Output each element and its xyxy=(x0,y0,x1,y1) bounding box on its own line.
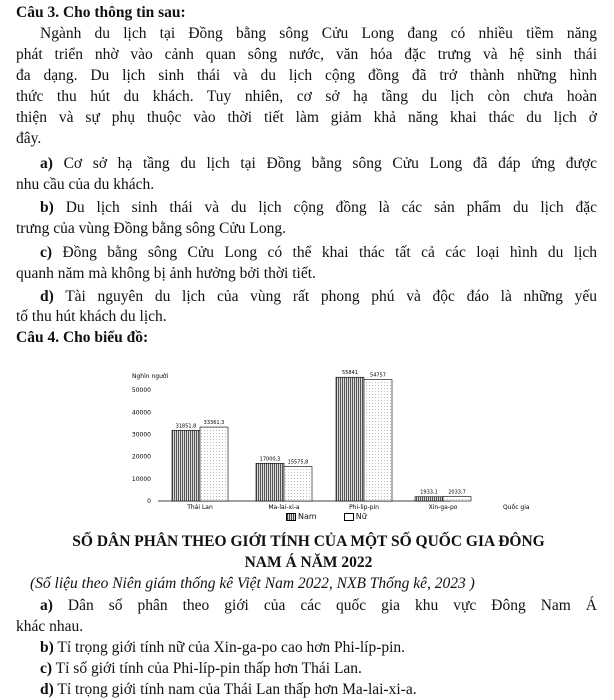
q3-option-a xyxy=(40,153,597,174)
option-label: d) xyxy=(40,681,54,698)
q3-para-line: Ngành du lịch tại Đồng bằng sông Cửu Long đang có nhiều tiềm năng xyxy=(40,25,597,42)
q3-para-line: đây. xyxy=(16,130,42,147)
q3-para-line: thiện và sự phụ thuộc vào thời tiết làm giảm khả năng khai thác du lịch ở xyxy=(16,109,597,126)
option-text: Đồng bằng sông Cửu Long có thể khai thác tất cả các loại hình du lịch xyxy=(62,244,598,261)
category-label: Ma-lai-xi-a xyxy=(268,504,300,511)
bar-male xyxy=(256,463,284,501)
option-text: Tài nguyên du lịch của vùng rất phong phú và độc đáo là những yếu xyxy=(65,288,597,305)
y-tick-label: 50000 xyxy=(131,387,151,395)
population-bar-chart xyxy=(120,364,570,534)
option-label: d) xyxy=(40,288,54,305)
category-label: Phi-lip-pin xyxy=(349,504,379,511)
q3-para-line: thức thu hút du khách. Tuy nhiên, cơ sở hạ tầng du lịch còn chưa hoàn xyxy=(16,88,597,105)
q4-option-c xyxy=(40,658,362,679)
legend-label-female: Nữ xyxy=(355,512,367,521)
q4-heading: Câu 4. Cho biểu đồ: xyxy=(16,329,149,346)
option-text: Cơ sở hạ tầng du lịch tại Đồng bằng sông Cửu Long đã đáp ứng được xyxy=(63,155,598,172)
bar-male xyxy=(415,497,443,501)
y-axis-label: Nghìn người xyxy=(132,373,169,380)
bar-male xyxy=(172,430,200,501)
option-text: Tỉ trọng giới tính nữ của Xin-ga-po cao hơn Phi-líp-pin. xyxy=(57,639,406,656)
bar-value-label: 15575,8 xyxy=(287,459,309,466)
option-text: Du lịch sinh thái và du lịch cộng đồng là các sản phẩm du lịch đặc xyxy=(65,199,597,216)
y-tick-label: 20000 xyxy=(131,453,151,461)
bar-female xyxy=(364,380,392,501)
bar-female xyxy=(284,466,312,501)
bar-value-label: 33361,3 xyxy=(203,420,225,427)
bar-value-label: 1933,1 xyxy=(420,489,438,496)
bar-value-label: 55841 xyxy=(342,370,358,377)
bar-male xyxy=(336,377,364,501)
option-text: Tỉ số giới tính của Phi-líp-pin thấp hơn Thái Lan. xyxy=(55,660,362,677)
q3-option-b-cont: trưng của vùng Đồng bằng sông Cửu Long. xyxy=(16,220,286,237)
option-label: c) xyxy=(40,660,53,677)
category-label: Xin-ga-po xyxy=(428,504,458,511)
bar-value-label: 31851,8 xyxy=(175,423,197,430)
chart-legend xyxy=(286,512,367,521)
option-text: Tỉ trọng giới tính nam của Thái Lan thấp hơn Ma-lai-xi-a. xyxy=(57,681,417,698)
q3-option-c-cont: quanh năm mà không bị ảnh hưởng bởi thời tiết. xyxy=(16,265,316,282)
category-label: Thái Lan xyxy=(187,504,213,511)
bars xyxy=(172,370,471,511)
chart-title-line2: NAM Á NĂM 2022 xyxy=(244,554,373,571)
q4-option-a xyxy=(40,595,597,616)
x-axis-label: Quốc gia xyxy=(503,504,530,511)
bar-value-label: 54757 xyxy=(370,372,386,379)
legend-label-male: Nam xyxy=(298,512,317,521)
q3-option-b xyxy=(40,197,597,218)
q3-option-c xyxy=(40,242,597,263)
y-tick-label: 30000 xyxy=(131,431,151,439)
option-label: c) xyxy=(40,244,53,261)
q4-option-a-cont: khác nhau. xyxy=(16,618,84,635)
option-label: a) xyxy=(40,597,53,614)
y-tick-label: 10000 xyxy=(131,475,151,483)
option-label: b) xyxy=(40,639,54,656)
option-label: a) xyxy=(40,155,53,172)
bar-value-label: 17000,3 xyxy=(259,456,281,463)
chart-title-line1: SỐ DÂN PHÂN THEO GIỚI TÍNH CỦA MỘT SỐ QUỐC GIA ĐÔNG xyxy=(72,533,545,550)
option-label: b) xyxy=(40,199,54,216)
legend-swatch-male xyxy=(286,513,296,521)
q3-option-a-cont: nhu cầu của du khách. xyxy=(16,176,155,193)
legend-swatch-female xyxy=(344,513,354,521)
q3-option-d xyxy=(40,286,597,307)
chart-source: (Số liệu theo Niên giám thống kê Việt Nam 2022, NXB Thống kê, 2023 ) xyxy=(30,575,475,592)
y-tick-label: 40000 xyxy=(131,409,151,417)
q4-option-b xyxy=(40,637,405,658)
q3-option-d-cont: tố thu hút khách du lịch. xyxy=(16,308,167,325)
q3-heading: Câu 3. Cho thông tin sau: xyxy=(16,4,186,21)
y-tick-label: 0 xyxy=(147,498,151,505)
q3-para-line: phát triển nhờ vào cảnh quan sông nước, văn hóa đặc trưng và hệ sinh thái xyxy=(16,46,597,63)
bar-value-label: 2033,7 xyxy=(448,489,466,496)
option-text: Dân số phân theo giới của các quốc gia khu vực Đông Nam Á xyxy=(67,597,598,614)
q4-option-d xyxy=(40,679,417,700)
bar-female xyxy=(200,427,228,501)
q3-para-line: đa dạng. Du lịch sinh thái và du lịch cộng đồng đã trở thành những hình xyxy=(16,67,597,84)
bar-female xyxy=(443,496,471,501)
